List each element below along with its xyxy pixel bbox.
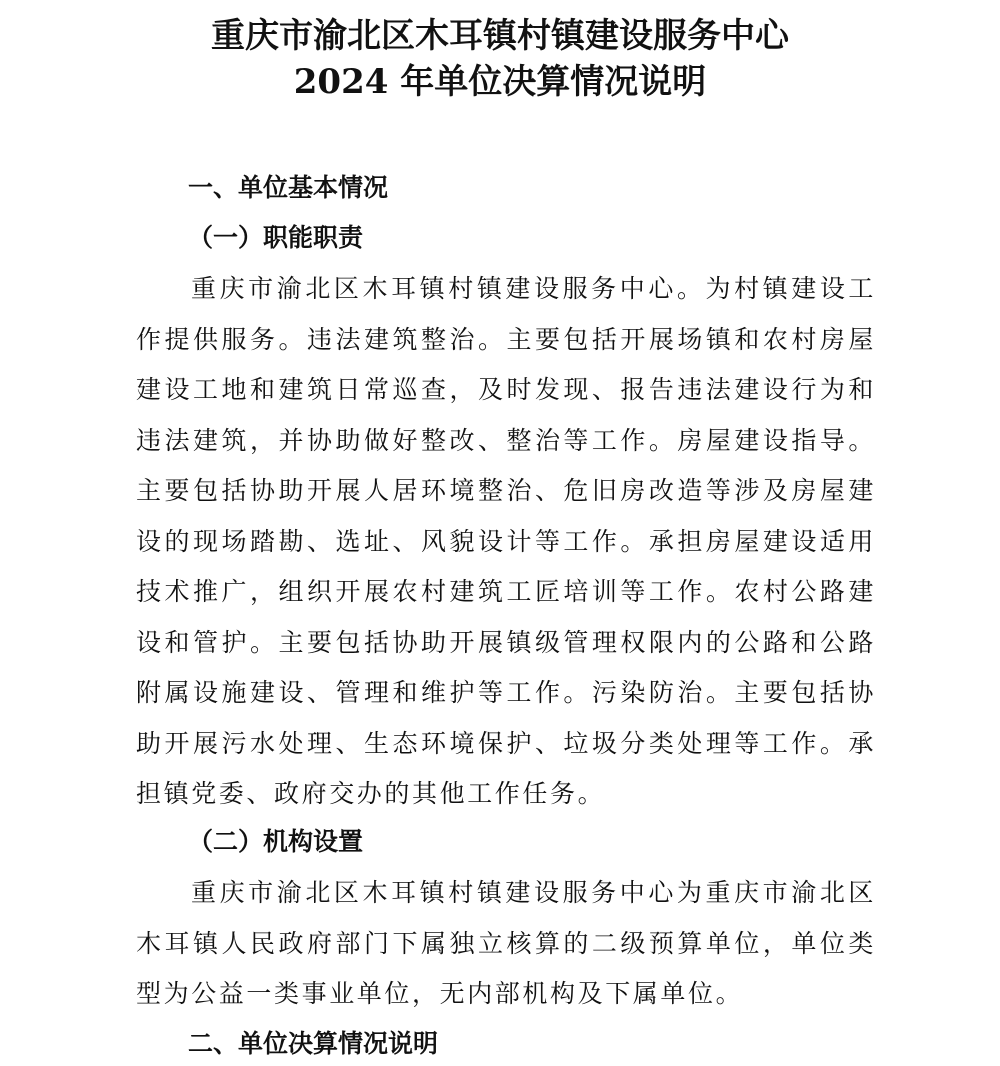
section1-sub1-heading: （一）职能职责: [188, 223, 364, 252]
section1-heading: 一、单位基本情况: [188, 173, 389, 202]
section1-sub1-paragraph: 重庆市渝北区木耳镇村镇建设服务中心。为村镇建设工作提供服务。违法建筑整治。主要包括开展场镇和农村房屋建设工地和建筑日常巡查，及时发现、报告违法建设行为和违法建筑，并协助做好整改、整治等工作。房屋建设指导。主要包括协助开展人居环境整治、危旧房改造等涉及房屋建设的现场踏勘、选址、风貌设计等工作。承担房屋建设适用技术推广，组织开展农村建筑工匠培训等工作。农村公路建设和管护。主要包括协助开展镇级管理权限内的公路和公路附属设施建设、管理和维护等工作。污染防治。主要包括协助开展污水处理、生态环境保护、垃圾分类处理等工作。承担镇党委、政府交办的其他工作任务。: [136, 274, 876, 808]
document-title-line1: 重庆市渝北区木耳镇村镇建设服务中心: [211, 16, 789, 56]
section1-sub2-paragraph: 重庆市渝北区木耳镇村镇建设服务中心为重庆市渝北区木耳镇人民政府部门下属独立核算的二级预算单位，单位类型为公益一类事业单位，无内部机构及下属单位。: [136, 878, 876, 1008]
section2-heading: 二、单位决算情况说明: [188, 1029, 439, 1058]
section1-sub2-heading: （二）机构设置: [188, 827, 364, 856]
document-title-line2: 2024 年单位决算情况说明: [293, 62, 707, 102]
